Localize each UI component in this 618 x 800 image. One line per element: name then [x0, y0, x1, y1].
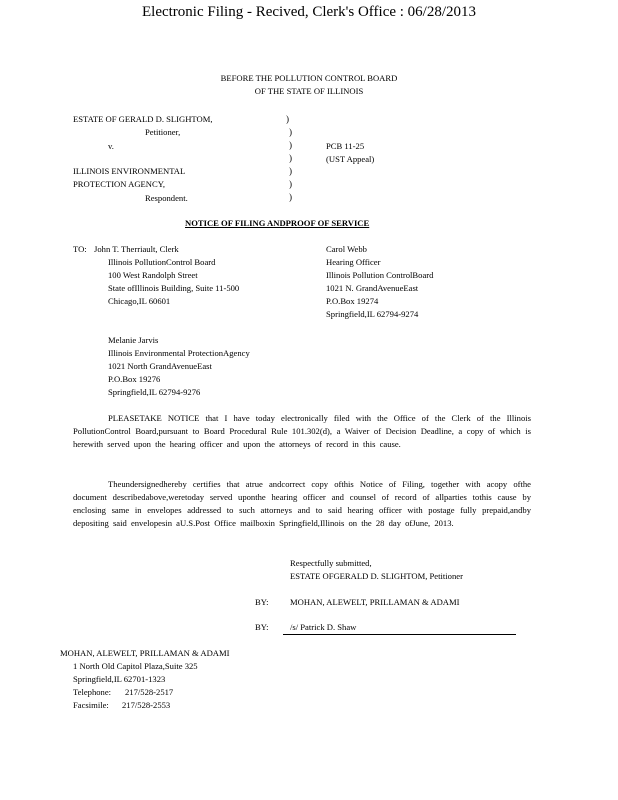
recipient-webb-line: P.O.Box 19274 — [326, 296, 379, 306]
recipient-webb-line: Carol Webb — [326, 244, 367, 254]
signature-firm: MOHAN, ALEWELT, PRILLAMAN & ADAMI — [290, 597, 460, 607]
recipient-therriault-line: John T. Therriault, Clerk — [94, 244, 179, 254]
respondent-role: Respondent. — [145, 193, 188, 203]
recipient-jarvis-line: 1021 North GrandAvenueEast — [108, 361, 212, 371]
case-number: PCB 11-25 — [326, 141, 365, 151]
recipient-therriault-line: Illinois PollutionControl Board — [108, 257, 216, 267]
caption-paren: ) — [289, 179, 292, 189]
telephone-number: 217/528-2517 — [125, 687, 174, 697]
notice-paragraph: PLEASETAKE NOTICE that I have today electronically filed with the Office of the Clerk of the Illinois PollutionControl Board,pursuant to Board Procedural Rule 101.302(d), a Waiver of Decision Deadline, a copy of which is herewith served upon the hearing officer and upon the attorneys of record in this cause. — [73, 413, 531, 449]
signature-party: ESTATE OFGERALD D. SLIGHTOM, Petitioner — [290, 571, 463, 581]
recipient-webb-line: 1021 N. GrandAvenueEast — [326, 283, 419, 293]
recipient-jarvis-line: Melanie Jarvis — [108, 335, 159, 345]
notice-title: NOTICE OF FILING ANDPROOF OF SERVICE — [185, 218, 370, 228]
recipient-therriault-line: Chicago,IL 60601 — [108, 296, 171, 306]
board-header-line2: OF THE STATE OF ILLINOIS — [254, 86, 364, 96]
recipient-therriault-line: 100 West Randolph Street — [108, 270, 198, 280]
by-label: BY: — [255, 597, 269, 607]
recipient-webb-line: Hearing Officer — [326, 257, 381, 267]
certification-paragraph: Theundersignedhereby certifies that atrue andcorrect copy ofthis Notice of Filing, together with acopy ofthe document describedabove,weretoday served uponthe hearing officer and counsel of record of allparties tothis cause by enclosing same in envelopes addressed to such attorneys and to said hearing officer with postage fully prepaid,andby depositing said envelopesin aU.S.Post Office mailboxin Springfield,Illinois on the 28 day ofJune, 2013. — [73, 479, 531, 528]
by-label: BY: — [255, 622, 269, 632]
caption-paren: ) — [289, 192, 292, 202]
caption-paren: ) — [289, 166, 292, 176]
caption-paren: ) — [289, 153, 292, 163]
caption-paren: ) — [286, 114, 289, 124]
recipient-webb-line: Springfield,IL 62794-9274 — [326, 309, 419, 319]
caption-paren: ) — [289, 127, 292, 137]
versus: v. — [108, 141, 114, 151]
caption-paren: ) — [289, 140, 292, 150]
to-label: TO: — [73, 244, 87, 254]
recipient-jarvis-line: Springfield,IL 62794-9276 — [108, 387, 201, 397]
footer-city: Springfield,IL 62701-1323 — [73, 674, 166, 684]
signature-line: /s/ Patrick D. Shaw — [283, 621, 516, 635]
facsimile-number: 217/528-2553 — [122, 700, 171, 710]
recipient-therriault-line: State ofIllinois Building, Suite 11-500 — [108, 283, 240, 293]
respectfully-submitted: Respectfully submitted, — [290, 558, 372, 568]
electronic-filing-banner: Electronic Filing - Recived, Clerk's Office : 06/28/2013 — [141, 4, 477, 20]
recipient-webb-line: Illinois Pollution ControlBoard — [326, 270, 434, 280]
petitioner-role: Petitioner, — [145, 127, 181, 137]
recipient-jarvis-line: Illinois Environmental ProtectionAgency — [108, 348, 250, 358]
petitioner-name: ESTATE OF GERALD D. SLIGHTOM, — [73, 114, 213, 124]
respondent-line1: ILLINOIS ENVIRONMENTAL — [73, 166, 186, 176]
case-type: (UST Appeal) — [326, 154, 375, 164]
footer-firm: MOHAN, ALEWELT, PRILLAMAN & ADAMI — [60, 648, 230, 658]
recipient-jarvis-line: P.O.Box 19276 — [108, 374, 161, 384]
respondent-line2: PROTECTION AGENCY, — [73, 179, 165, 189]
footer-address: 1 North Old Capitol Plaza,Suite 325 — [73, 661, 198, 671]
telephone-label: Telephone: — [73, 687, 112, 697]
board-header-line1: BEFORE THE POLLUTION CONTROL BOARD — [220, 73, 398, 83]
facsimile-label: Facsimile: — [73, 700, 109, 710]
